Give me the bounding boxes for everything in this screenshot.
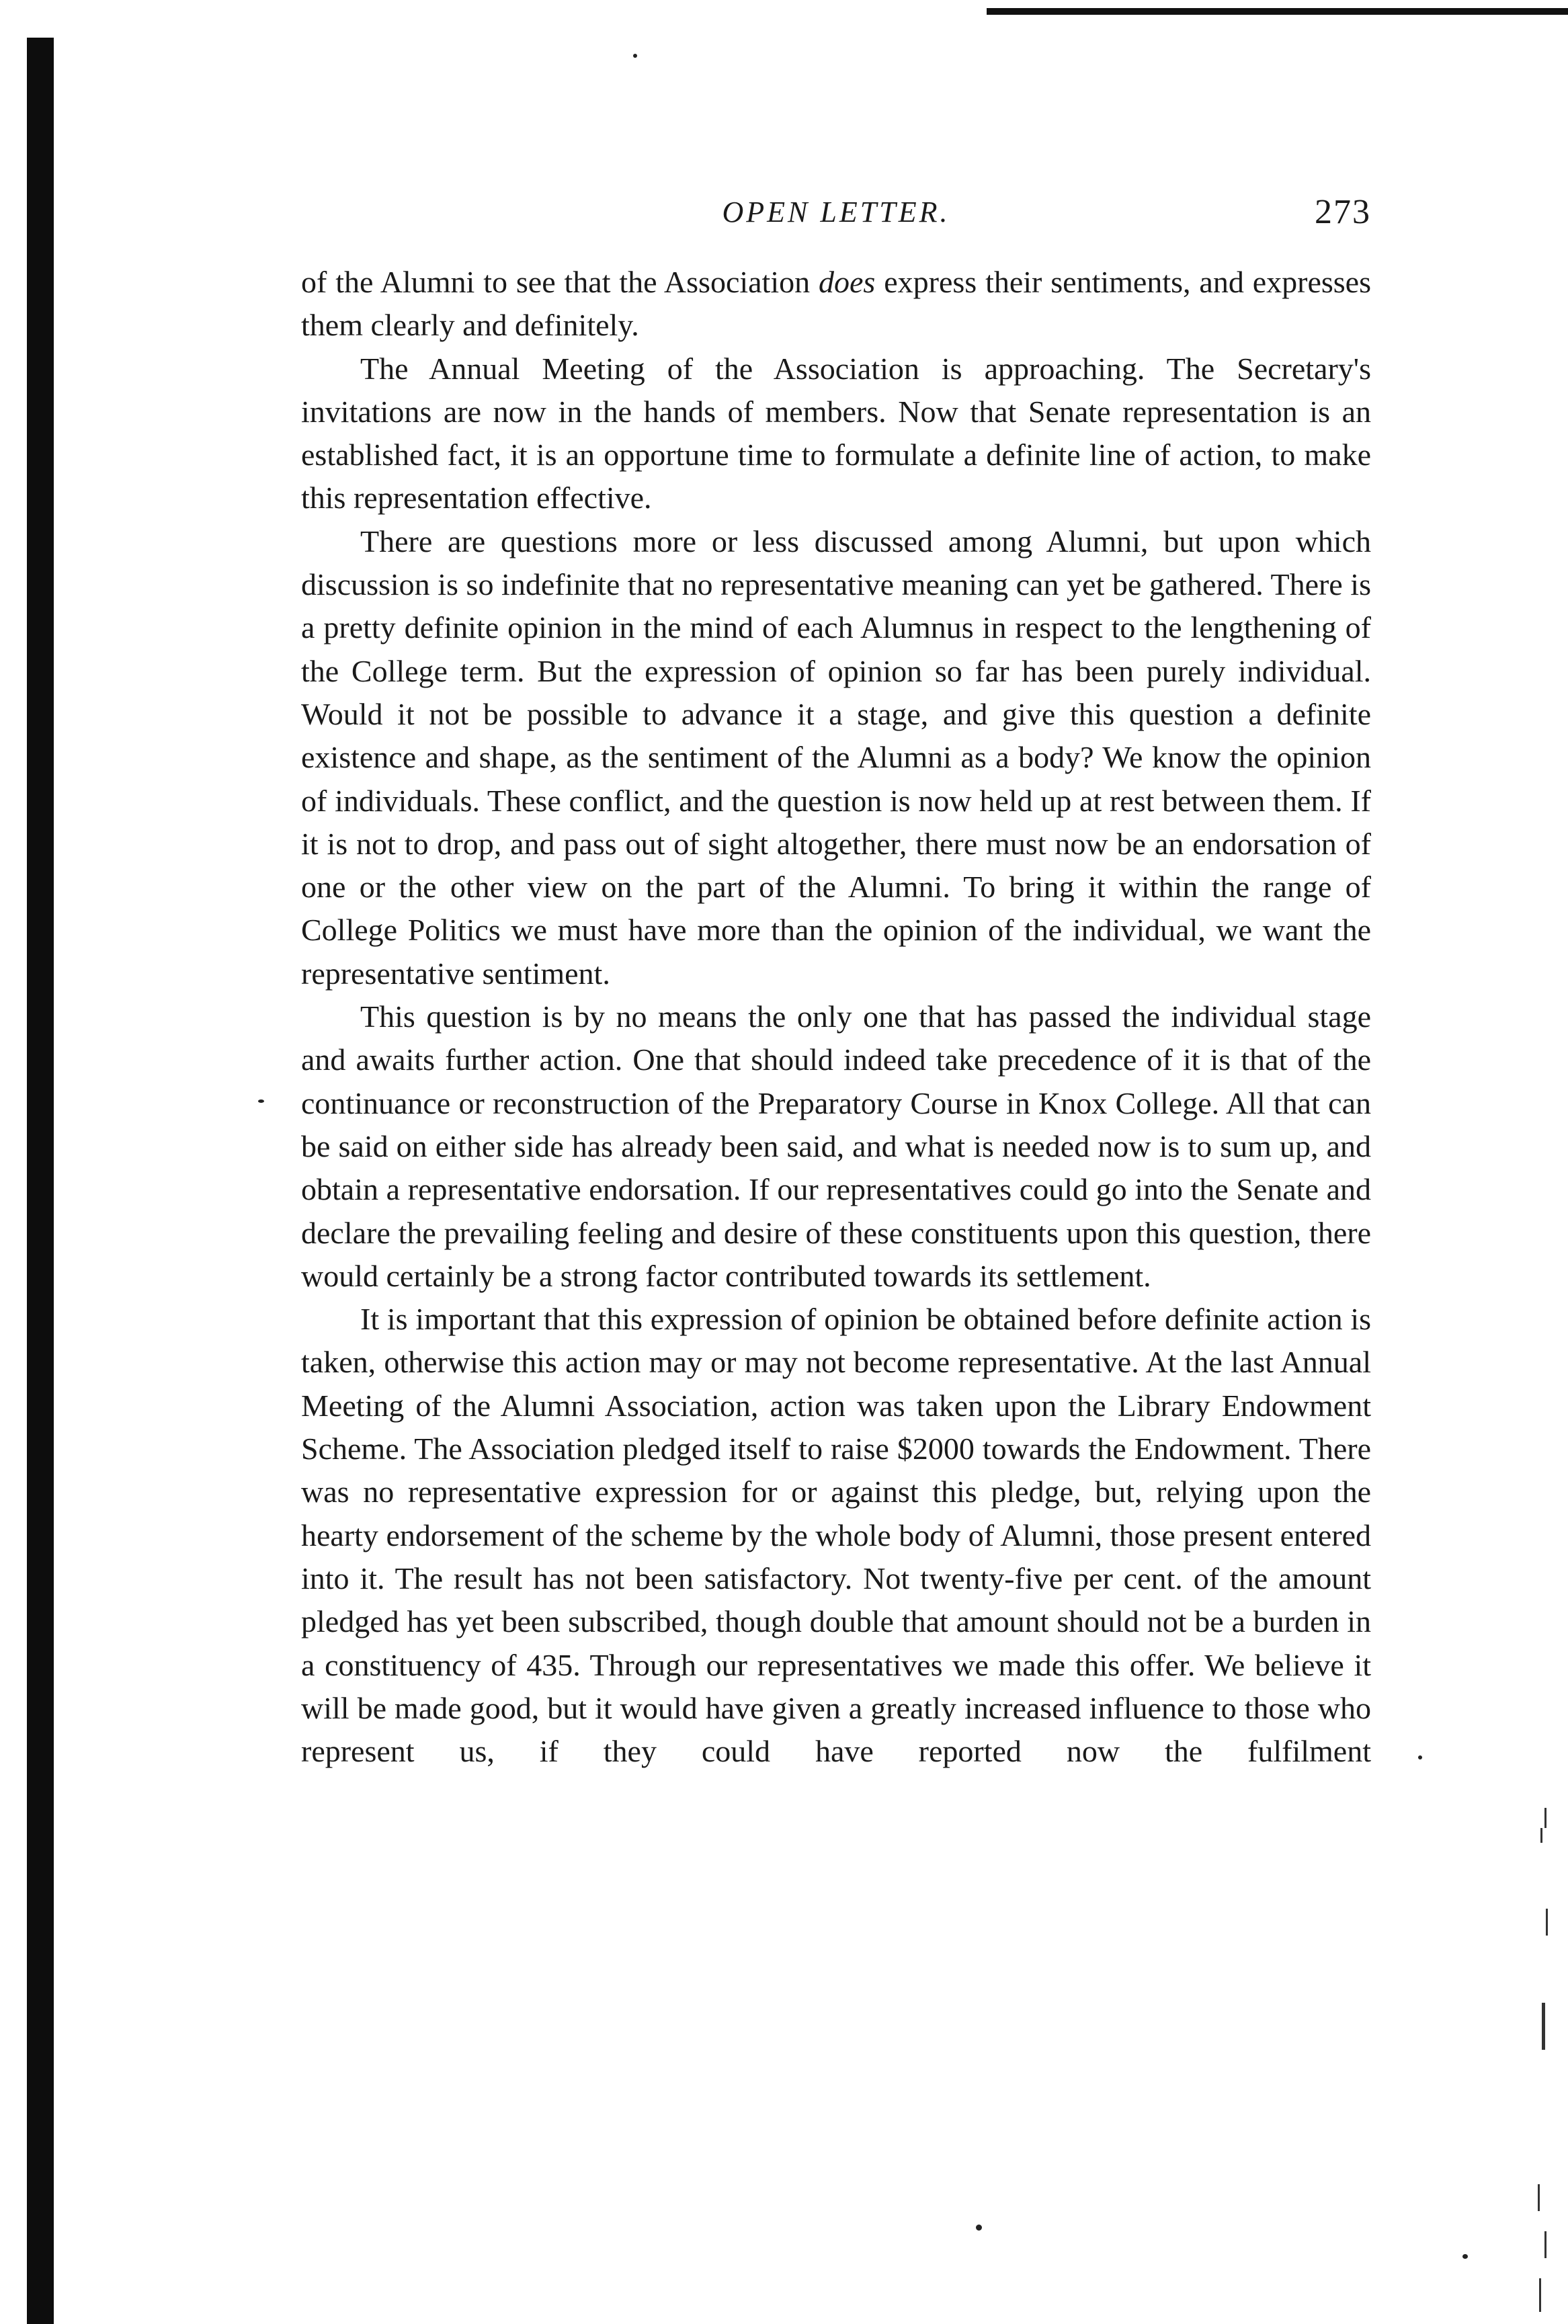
emphasis-does: does [819,265,876,299]
top-rule [987,8,1568,15]
scan-mark [1544,2231,1546,2258]
scan-mark [1540,1828,1542,1843]
running-head [301,190,1371,237]
paragraph-lead: of the Alumni to see that the Association [301,265,819,299]
paragraph-continued [301,261,1371,347]
binding-edge [27,38,54,2324]
paragraph-preparatory-course: This question is by no means the only one that has passed the individual stage and awaits further action. One that should indeed take precedence of it is that of the continuance or reconstruction of the Preparatory Course in Knox College. All that can be said on either side has already been said, and what is needed now is to sum up, and obtain a representative endorsation. If our representatives could go into the Senate and declare the prevailing feeling and desire of these constituents upon this question, there would certainly be a strong factor contributed towards its settlement. [301,999,1371,1293]
paragraph-library-endowment: It is important that this expression of opinion be obtained before definite action is taken, otherwise this action may or may not become representative. At the last Annual Meeting of the Alumni Association, action was taken upon the Library Endowment Scheme. The Association pledged itself to raise $2000 towards the Endowment. There was no representative expression for or against this pledge, but, relying upon the hearty endorsement of the scheme by the whole body of Alumni, those present entered into it. The result has not been satisfactory. Not twenty-five per cent. of the amount pledged has yet been subscribed, though double that amount should not be a burden in a constituency of 435. Through our representatives we made this offer. We believe it will be made good, but it would have given a greatly increased influence to those who represent us, if they could have reported now the fulfilment [301,1302,1371,1769]
scan-mark [1546,1909,1548,1936]
scan-speck [976,2225,982,2231]
scan-mark [1542,2003,1545,2050]
running-title: OPEN LETTER. [722,196,950,229]
scan-speck [633,54,637,58]
scan-mark [1538,2184,1540,2211]
paragraph-questions-discussed: There are questions more or less discussed among Alumni, but upon which discussion is so indefinite that no representative meaning can yet be gathered. There is a pretty definite opinion in the mind of each Alumnus in respect to the lengthening of the College term. But the expression of opinion so far has been purely individual. Would it not be possible to advance it a stage, and give this question a definite existence and shape, as the sentiment of the Alumni as a body? We know the opinion of individuals. These conflict, and the question is now held up at rest between them. If it is not to drop, and pass out of sight altogether, there must now be an endorsation of one or the other view on the part of the Alumni. To bring it within the range of College Politics we must have more than the opinion of the individual, we want the representative sentiment. [301,524,1371,991]
scan-speck [1418,1755,1422,1759]
body-text [301,261,1371,1773]
paragraph-rest: express their sentiments, and expresses them clearly and definitely. [301,265,1371,343]
scan-margin-marks [1534,1808,1554,2319]
scan-mark [1539,2278,1541,2312]
scan-mark [1544,1808,1546,1828]
page-number: 273 [1315,193,1371,231]
scan-speck [258,1099,264,1103]
scan-speck [1462,2254,1468,2259]
paragraph-annual-meeting: The Annual Meeting of the Association is approaching. The Secretary's invitations are now in the hands of members. Now that Senate representation is an established fact, it is an opportune time to formulate a definite line of action, to make this representation effective. [301,351,1371,515]
